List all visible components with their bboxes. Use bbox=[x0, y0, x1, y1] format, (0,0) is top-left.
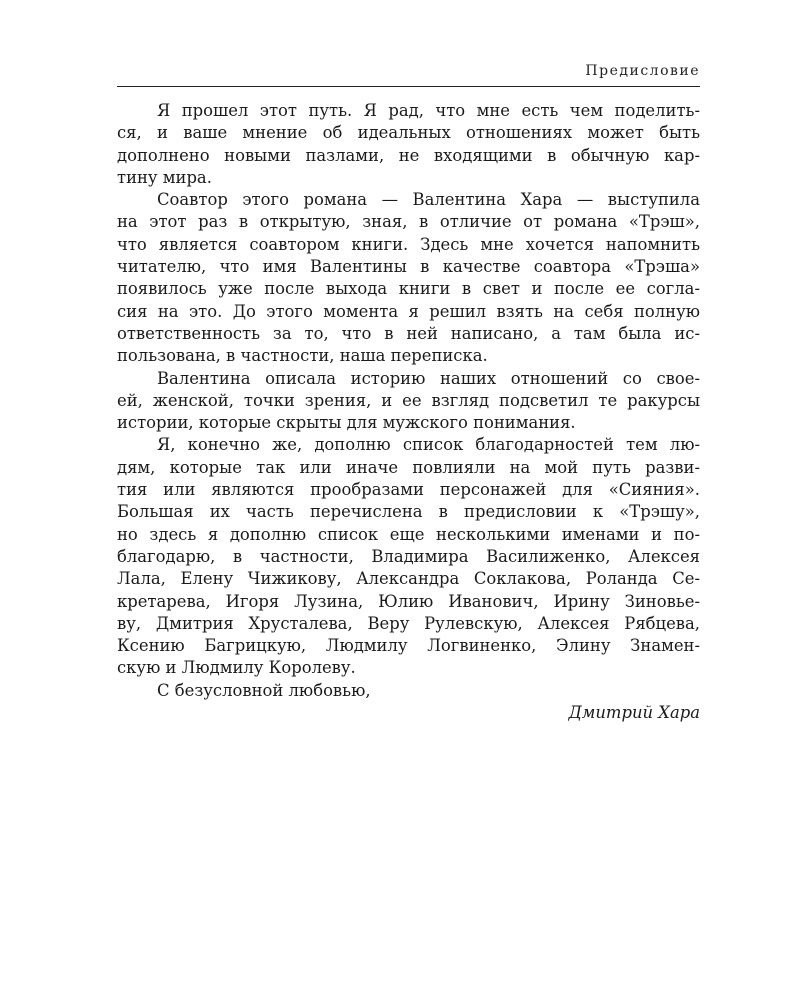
text-line: Большая их часть перечислена в предисловии к «Трэшу», bbox=[117, 502, 700, 522]
author-signature: Дмитрий Хара bbox=[568, 703, 700, 723]
closing-line: С безусловной любовью, bbox=[157, 680, 371, 700]
header-rule bbox=[117, 86, 700, 87]
text-line: тия или являются прообразами персонажей для «Сияния». bbox=[117, 480, 700, 500]
text-line: появилось уже после выхода книги в свет и после ее согла- bbox=[117, 279, 700, 299]
text-line: дям, которые так или иначе повлияли на мой путь разви- bbox=[117, 457, 700, 477]
text-line: истории, которые скрыты для мужского понимания. bbox=[117, 413, 576, 433]
text-line: пользована, в частности, наша переписка. bbox=[117, 346, 488, 366]
text-line: дополнено новыми пазлами, не входящими в обычную кар- bbox=[117, 145, 700, 165]
text-line: ей, женской, точки зрения, и ее взгляд подсветил те ракурсы bbox=[117, 390, 700, 410]
text-line: но здесь я дополню список еще несколькими именами и по- bbox=[117, 524, 700, 544]
text-line: сия на это. До этого момента я решил взять на себя полную bbox=[117, 301, 700, 321]
text-line: ву, Дмитрия Хрусталева, Веру Рулевскую, Алексея Рябцева, bbox=[117, 613, 700, 633]
text-line: благодарю, в частности, Владимира Василиженко, Алексея bbox=[117, 546, 700, 566]
text-line: кретарева, Игоря Лузина, Юлию Иванович, Ирину Зиновье- bbox=[117, 591, 700, 611]
text-line: что является соавтором книги. Здесь мне хочется напомнить bbox=[117, 234, 700, 254]
text-line: Валентина описала историю наших отношений со свое- bbox=[157, 368, 700, 388]
body-text bbox=[117, 100, 700, 724]
text-line: Соавтор этого романа — Валентина Хара — выступила bbox=[157, 190, 700, 210]
text-line: тину мира. bbox=[117, 167, 212, 187]
text-line: Лала, Елену Чижикову, Александра Соклакова, Роланда Се- bbox=[117, 569, 700, 589]
text-line: Я прошел этот путь. Я рад, что мне есть чем поделить- bbox=[157, 101, 700, 120]
text-line: скую и Людмилу Королеву. bbox=[117, 658, 356, 678]
text-line: на этот раз в открытую, зная, в отличие от романа «Трэш», bbox=[117, 212, 700, 232]
text-line: Я, конечно же, дополню список благодарностей тем лю- bbox=[157, 435, 700, 455]
text-line: читателю, что имя Валентины в качестве соавтора «Трэша» bbox=[117, 257, 700, 277]
text-line: Ксению Багрицкую, Людмилу Логвиненко, Элину Знамен- bbox=[117, 636, 700, 656]
text-line: ся, и ваше мнение об идеальных отношениях может быть bbox=[117, 123, 700, 143]
running-head: Предисловие bbox=[585, 63, 700, 79]
text-line: ответственность за то, что в ней написано, а там была ис- bbox=[117, 323, 700, 343]
page-header bbox=[117, 63, 700, 85]
